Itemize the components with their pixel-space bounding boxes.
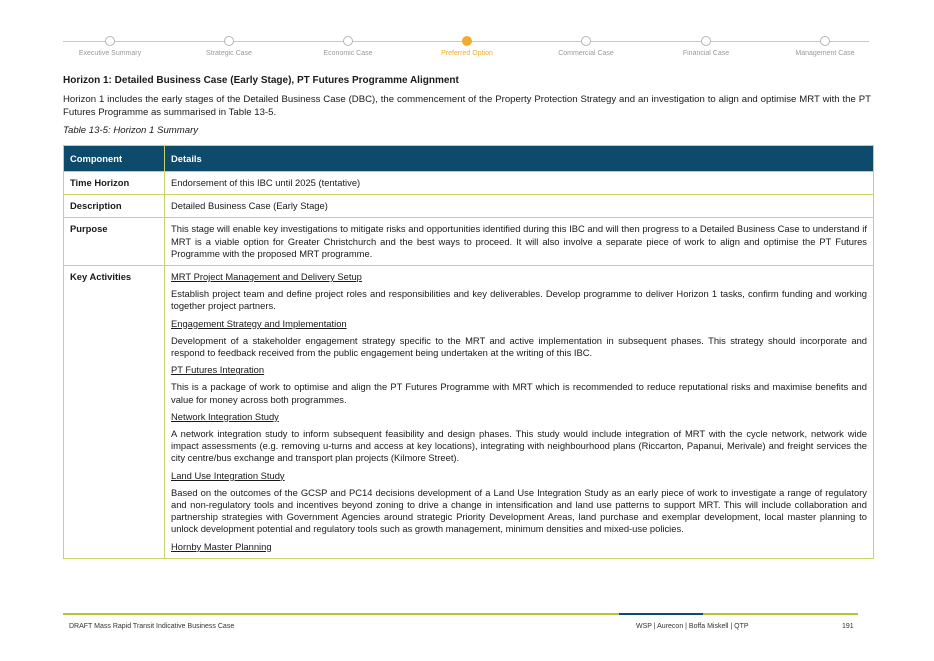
row-value: This stage will enable key investigations to mitigate risks and opportunities identified during this IBC and will then progress to a Detailed Business Case to understand if MRT is a viable option for Greater Christchurch and the best ways to proceed. It will also involve a separate piece of work to align and optimise the PT Futures Programme with the proposed MRT programme. [165, 218, 874, 266]
activity-title: Land Use Integration Study [171, 469, 285, 481]
section-heading: Horizon 1: Detailed Business Case (Early Stage), PT Futures Programme Alignment [63, 75, 459, 86]
nav-step-label: Economic Case [323, 50, 373, 57]
nav-step-commercial-case[interactable] [526, 33, 646, 57]
activity-description: Establish project team and define project roles and responsibilities and key deliverables. Develop programme to deliver Horizon 1 tasks, confirm funding and working together project partners. [171, 288, 867, 312]
nav-step-executive-summary[interactable] [50, 33, 170, 57]
row-key: Time Horizon [64, 172, 165, 195]
nav-step-label: Financial Case [682, 50, 730, 57]
activity-title: PT Futures Integration [171, 364, 265, 376]
nav-step-label: Executive Summary [78, 50, 142, 57]
activity-title: Hornby Master Planning [171, 540, 272, 552]
nav-step-financial-case[interactable] [646, 33, 766, 57]
activity-title: MRT Project Management and Delivery Setup [171, 271, 362, 283]
table-row [64, 218, 874, 266]
activity-description: A network integration study to inform subsequent feasibility and design phases. This study would include integration of MRT with the cycle network, network wide impact assessments (e.g. removing u-turns and access at key locations), integrating with neighbourhood plans (Riccarton, Papanui, Merivale) and freight services the city centre/bus exchange and transport plan projects (Kilmore Street). [171, 428, 867, 464]
step-circle-icon [105, 36, 115, 46]
step-circle-icon [701, 36, 711, 46]
page-number: 191 [842, 623, 854, 630]
column-header-details: Details [165, 146, 874, 172]
activity-description: Development of a stakeholder engagement strategy specific to the MRT and active implementation in subsequent phases. This strategy should incorporate and respond to feedback received from the public engagement being undertaken at the writing of this IBC. [171, 334, 867, 359]
row-key: Purpose [64, 218, 165, 266]
row-value: Detailed Business Case (Early Stage) [165, 195, 874, 218]
nav-step-strategic-case[interactable] [169, 33, 289, 57]
step-circle-icon [820, 36, 830, 46]
table-caption: Table 13-5: Horizon 1 Summary [63, 125, 199, 136]
activity-title: Engagement Strategy and Implementation [171, 317, 347, 329]
nav-step-label: Commercial Case [558, 50, 614, 57]
nav-step-label: Management Case [795, 50, 855, 57]
table-header-row [64, 146, 874, 172]
intro-paragraph: Horizon 1 includes the early stages of the Detailed Business Case (DBC), the commencement of the Property Protection Strategy and an investigation to align and optimise MRT with the PT Futures Programme as summarised in Table 13-5. [63, 94, 871, 118]
activity-title: Network Integration Study [171, 410, 279, 422]
nav-step-management-case[interactable] [765, 33, 885, 57]
row-key: Key Activities [64, 266, 165, 559]
row-value: Endorsement of this IBC until 2025 (tentative) [165, 172, 874, 195]
footer-authors: WSP | Aurecon | Boffa Miskell | QTP [636, 623, 749, 630]
activity-description: Based on the outcomes of the GCSP and PC14 decisions development of a Land Use Integration Study as an early piece of work to investigate a range of regulatory and non-regulatory tools and incentives beyond zoning to drive a change in intensification and land use patterns to support MRT. This will include collaboration and partnership strategies with Government Agencies around strategic Priority Development Areas, land purchase and exemplar development, local master planning to unlock development potential and regulatory tools such as growth management, minimum densities and mixed-use policies. [171, 486, 867, 535]
footer-divider-accent [619, 613, 703, 615]
footer-document-title: DRAFT Mass Rapid Transit Indicative Business Case [69, 623, 235, 630]
key-activities-cell [165, 266, 874, 559]
nav-step-label: Strategic Case [206, 50, 252, 57]
column-header-component: Component [64, 146, 165, 172]
table-row [64, 195, 874, 218]
table-row [64, 172, 874, 195]
step-circle-icon [224, 36, 234, 46]
table-row [64, 266, 874, 559]
horizon-summary-table [63, 145, 874, 559]
nav-step-label: Preferred Option [441, 50, 493, 57]
step-circle-icon [581, 36, 591, 46]
nav-step-economic-case[interactable] [288, 33, 408, 57]
activity-description: This is a package of work to optimise and align the PT Futures Programme with MRT which is recommended to reduce reputational risks and maximise benefits and value for money across both programmes. [171, 381, 867, 405]
step-circle-icon [462, 36, 472, 46]
nav-step-preferred-option[interactable] [407, 33, 527, 57]
step-circle-icon [343, 36, 353, 46]
row-key: Description [64, 195, 165, 218]
section-progress-nav [63, 33, 869, 67]
footer-divider [63, 613, 858, 615]
